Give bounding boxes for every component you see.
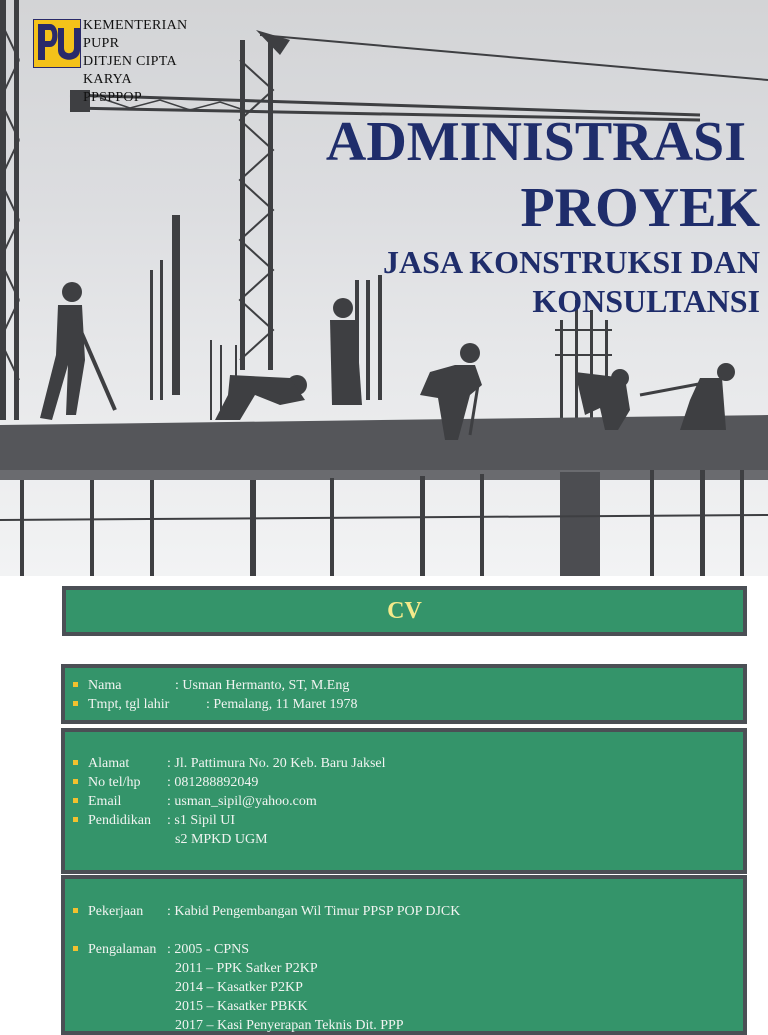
bullet-icon xyxy=(73,946,78,951)
pupr-logo-icon xyxy=(34,20,80,67)
field-value: 2015 – Kasatker PBKK xyxy=(175,999,308,1014)
personal-info-panel xyxy=(61,664,747,724)
cv-heading-panel xyxy=(62,586,747,636)
bullet-icon xyxy=(73,817,78,822)
field-label: Pendidikan xyxy=(88,813,151,828)
field-value: 2017 – Kasi Penyerapan Teknis Dit. PPP xyxy=(175,1018,404,1033)
field-label: Tmpt, tgl lahir xyxy=(88,697,170,712)
field-label: Pekerjaan xyxy=(88,904,144,919)
field-value: : Jl. Pattimura No. 20 Keb. Baru Jaksel xyxy=(167,756,386,771)
field-value: : Pemalang, 11 Maret 1978 xyxy=(206,697,358,712)
contact-info-panel xyxy=(61,728,747,874)
field-value: : s1 Sipil UI xyxy=(167,813,236,828)
field-label: Email xyxy=(88,794,122,809)
field-value: : 081288892049 xyxy=(167,775,259,790)
ministry-label-line: KEMENTERIAN xyxy=(83,18,188,33)
field-value: 2011 – PPK Satker P2KP xyxy=(175,961,318,976)
field-value: : Kabid Pengembangan Wil Timur PPSP POP DJCK xyxy=(167,904,461,919)
field-value: s2 MPKD UGM xyxy=(175,832,268,847)
career-panel xyxy=(61,875,747,1035)
bullet-icon xyxy=(73,682,78,687)
ministry-label-line: DITJEN CIPTA xyxy=(83,54,177,69)
slide-subtitle-line-2: KONSULTANSI xyxy=(532,283,760,319)
ministry-label-line: PPSPPOP xyxy=(83,90,142,105)
ministry-label xyxy=(83,17,223,107)
field-value: 2014 – Kasatker P2KP xyxy=(175,980,303,995)
field-value: : usman_sipil@yahoo.com xyxy=(167,794,317,809)
field-value: : Usman Hermanto, ST, M.Eng xyxy=(175,678,350,693)
field-label: No tel/hp xyxy=(88,775,141,790)
field-label: Pengalaman xyxy=(88,942,157,957)
field-label: Nama xyxy=(88,678,122,693)
ministry-label-line: PUPR xyxy=(83,36,120,51)
pupr-logo xyxy=(33,19,81,68)
slide-title-line-2: PROYEK xyxy=(520,177,760,239)
bullet-icon xyxy=(73,908,78,913)
bullet-icon xyxy=(73,701,78,706)
bullet-icon xyxy=(73,779,78,784)
bullet-icon xyxy=(73,798,78,803)
slide-title-line-1: ADMINISTRASI xyxy=(325,111,746,173)
field-label: Alamat xyxy=(88,756,130,771)
ministry-label-line: KARYA xyxy=(83,72,132,87)
cv-slide xyxy=(0,576,768,1033)
cv-heading: CV xyxy=(387,598,422,624)
field-value: : 2005 - CPNS xyxy=(167,942,250,957)
bullet-icon xyxy=(73,760,78,765)
slide-subtitle-line-1: JASA KONSTRUKSI DAN xyxy=(383,244,760,280)
